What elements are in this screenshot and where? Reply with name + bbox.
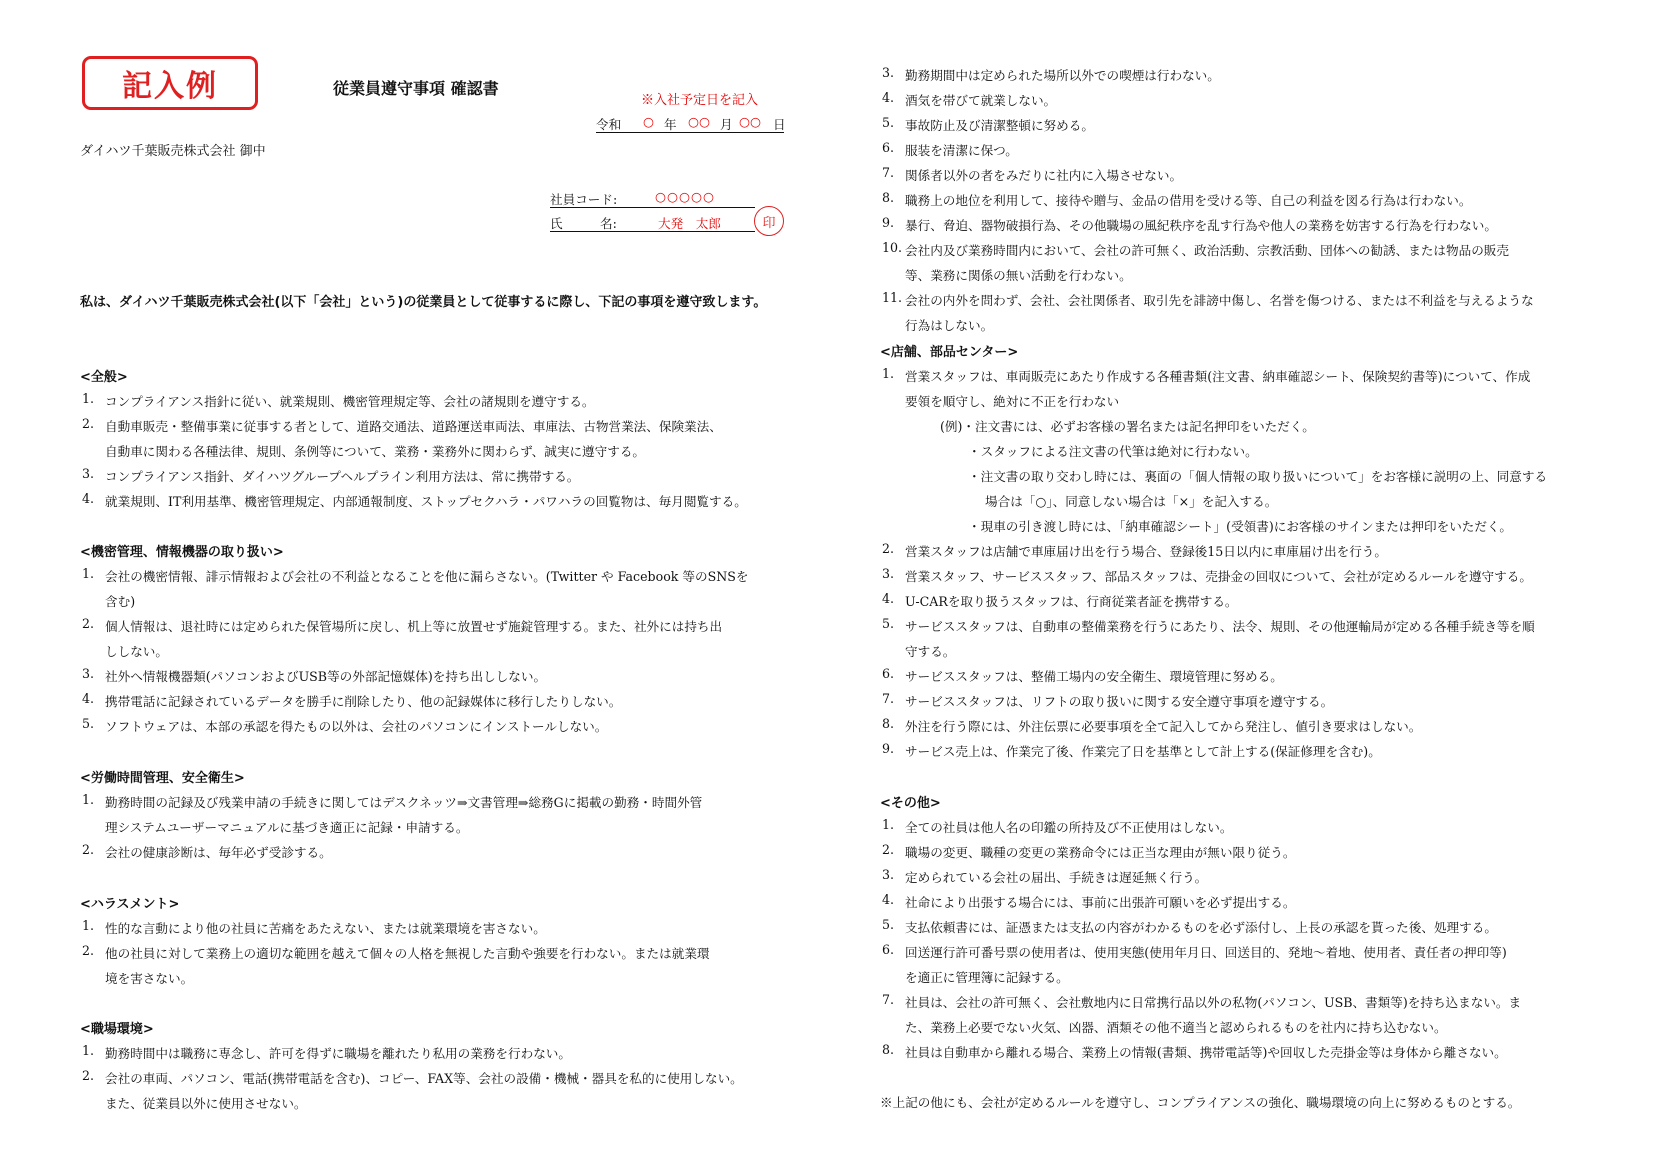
item-text: 個人情報は、退社時には定められた保管場所に戻し、机上等に放置せず施錠管理する。また、社外には持ち出	[105, 619, 723, 634]
item-text: 等、業務に関係の無い活動を行わない。	[905, 268, 1132, 283]
item-text: 会社の車両、パソコン、電話(携帯電話を含む)、コピー、FAX等、会社の設備・機械・器具を私的に使用しない。	[105, 1071, 743, 1086]
item-number: 1.	[882, 817, 895, 832]
seal-mark	[754, 206, 784, 236]
item-number: 9.	[882, 215, 895, 230]
section-heading: <ハラスメント>	[80, 897, 180, 912]
item-number: 3.	[882, 867, 895, 882]
item-text: 関係者以外の者をみだりに社内に入場させない。	[905, 168, 1183, 183]
item-number: 6.	[882, 140, 895, 155]
item-text: サービススタッフは、自動車の整備業務を行うにあたり、法令、規則、その他運輸局が定める各種手続き等を順	[905, 619, 1535, 634]
item-number: 6.	[882, 942, 895, 957]
example-text: (例)・注文書には、必ずお客様の署名または記名押印をいただく。	[940, 419, 1315, 434]
item-number: 1.	[82, 566, 95, 581]
item-text: た、業務上必要でない火気、凶器、酒類その他不適当と認められるものを社内に持ち込むない。	[905, 1020, 1447, 1035]
item-number: 1.	[882, 366, 895, 381]
item-text: 勤務期間中は定められた場所以外での喫煙は行わない。	[905, 68, 1220, 83]
item-text: U-CARを取り扱うスタッフは、行商従業者証を携帯する。	[905, 594, 1238, 609]
item-number: 6.	[882, 666, 895, 681]
example-text: ・現車の引き渡し時には、「納車確認シート」(受領書)にお客様のサインまたは押印をいただく。	[968, 519, 1512, 534]
item-number: 8.	[882, 716, 895, 731]
item-number: 8.	[882, 190, 895, 205]
employee-name-line	[550, 212, 755, 232]
item-text: 含む)	[105, 594, 136, 609]
section-heading: <機密管理、情報機器の取り扱い>	[80, 545, 284, 560]
item-text: 会社の健康診断は、毎年必ず受診する。	[105, 845, 332, 860]
item-text: 外注を行う際には、外注伝票に必要事項を全て記入してから発注し、値引き要求はしない。	[905, 719, 1422, 734]
date-day: ○○	[739, 114, 761, 129]
item-number: 2.	[82, 943, 95, 958]
item-number: 3.	[882, 65, 895, 80]
employee-name-label-1: 氏	[550, 216, 563, 231]
item-number: 1.	[82, 391, 95, 406]
item-text: 会社の機密情報、誹示情報および会社の不利益となることを他に漏らさない。(Twitter や Facebook 等のSNSを	[105, 569, 749, 584]
date-year-unit: 年	[664, 117, 677, 132]
document-title: 従業員遵守事項 確認書	[333, 79, 499, 98]
item-number: 2.	[82, 842, 95, 857]
item-text: 性的な言動により他の社員に苦痛をあたえない、または就業環境を害さない。	[105, 921, 546, 936]
item-text: 自動車に関わる各種法律、規則、条例等について、業務・業務外に関わらず、誠実に遵守する。	[105, 444, 646, 459]
item-number: 8.	[882, 1042, 895, 1057]
intro-statement: 私は、ダイハツ千葉販売株式会社(以下「会社」という)の従業員として従事するに際し、下記の事項を遵守致します。	[80, 295, 767, 310]
item-text: 営業スタッフ、サービススタッフ、部品スタッフは、売掛金の回収について、会社が定めるルールを遵守する。	[905, 569, 1532, 584]
item-number: 5.	[82, 716, 95, 731]
date-year: ○	[643, 114, 654, 129]
item-number: 7.	[882, 165, 895, 180]
item-number: 10.	[882, 240, 903, 255]
item-number: 2.	[882, 842, 895, 857]
item-text: 支払依頼書には、証憑または支払の内容がわかるものを必ず添付し、上長の承認を貰った後、処理する。	[905, 920, 1497, 935]
item-number: 7.	[882, 691, 895, 706]
item-number: 2.	[882, 541, 895, 556]
sample-stamp-text: 記入例	[122, 69, 218, 104]
item-number: 1.	[82, 918, 95, 933]
item-text: 職務上の地位を利用して、接待や贈与、金品の借用を受ける等、自己の利益を図る行為は行わない。	[905, 193, 1472, 208]
item-text: 回送運行許可番号票の使用者は、使用実態(使用年月日、回送目的、発地～着地、使用者、責任者の押印等)	[905, 945, 1507, 960]
item-number: 7.	[882, 992, 895, 1007]
item-text: サービス売上は、作業完了後、作業完了日を基準として計上する(保証修理を含む)。	[905, 744, 1381, 759]
item-text: 社命により出張する場合には、事前に出張許可願いを必ず提出する。	[905, 895, 1296, 910]
item-number: 2.	[82, 416, 95, 431]
item-text: 社員は、会社の許可無く、会社敷地内に日常携行品以外の私物(パソコン、USB、書類等)を持ち込まない。ま	[905, 995, 1522, 1010]
item-text: 会社の内外を問わず、会社、会社関係者、取引先を誹謗中傷し、名誉を傷つける、または不利益を与えるような	[905, 293, 1534, 308]
item-text: 行為はしない。	[905, 318, 994, 333]
section-heading: <店舗、部品センター>	[880, 345, 1019, 360]
item-text: 会社内及び業務時間内において、会社の許可無く、政治活動、宗教活動、団体への勧誘、または物品の販売	[905, 243, 1509, 258]
item-number: 2.	[82, 616, 95, 631]
date-note: ※入社予定日を記入	[641, 93, 759, 108]
item-text: 服装を清潔に保つ。	[905, 143, 1018, 158]
item-number: 11.	[882, 290, 903, 305]
item-text: 他の社員に対して業務上の適切な範囲を越えて個々の人格を無視した言動や強要を行わない。または就業環	[105, 946, 710, 961]
sample-stamp	[82, 56, 258, 110]
item-text: 定められている会社の届出、手続きは遅延無く行う。	[905, 870, 1208, 885]
date-day-unit: 日	[773, 117, 786, 132]
item-number: 3.	[82, 466, 95, 481]
item-text: コンプライアンス指針、ダイハツグループヘルプライン利用方法は、常に携帯する。	[105, 469, 580, 484]
date-era: 令和	[596, 117, 622, 132]
item-text: 携帯電話に記録されているデータを勝手に削除したり、他の記録媒体に移行したりしない。	[105, 694, 622, 709]
item-text: 社外へ情報機器類(パソコンおよびUSB等の外部記憶媒体)を持ち出ししない。	[105, 669, 547, 684]
section-heading: <労働時間管理、安全衛生>	[80, 771, 245, 786]
item-text: 境を害さない。	[105, 971, 194, 986]
section-heading: <職場環境>	[80, 1022, 154, 1037]
employee-code-line	[550, 188, 755, 208]
item-number: 5.	[882, 616, 895, 631]
item-text: 酒気を帯びて就業しない。	[905, 93, 1057, 108]
item-text: を適正に管理簿に記録する。	[905, 970, 1069, 985]
item-text: 理システムユーザーマニュアルに基づき適正に記録・申請する。	[105, 820, 469, 835]
date-month-unit: 月	[720, 117, 733, 132]
item-text: ソフトウェアは、本部の承認を得たもの以外は、会社のパソコンにインストールしない。	[105, 719, 608, 734]
employee-name-label-2: 名:	[600, 216, 617, 231]
item-text: 社員は自動車から離れる場合、業務上の情報(書類、携帯電話等)や回収した売掛金等は身体から離さない。	[905, 1045, 1507, 1060]
employee-code-value: ○○○○○	[655, 189, 715, 204]
item-text: 事故防止及び清潔整頓に努める。	[905, 118, 1094, 133]
item-number: 9.	[882, 741, 895, 756]
date-line	[596, 113, 784, 133]
item-text: 暴行、脅迫、器物破損行為、その他職場の風紀秩序を乱す行為や他人の業務を妨害する行為を行わない。	[905, 218, 1497, 233]
item-number: 3.	[82, 666, 95, 681]
item-number: 1.	[82, 1043, 95, 1058]
item-text: ししない。	[105, 644, 168, 659]
section-heading: <その他>	[880, 796, 941, 811]
item-text: コンプライアンス指針に従い、就業規則、機密管理規定等、会社の諸規則を遵守する。	[105, 394, 595, 409]
item-text: また、従業員以外に使用させない。	[105, 1096, 307, 1111]
item-text: 自動車販売・整備事業に従事する者として、道路交通法、道路運送車両法、車庫法、古物営業法、保険業法、	[105, 419, 722, 434]
item-text: 守する。	[905, 644, 956, 659]
item-text: 職場の変更、職種の変更の業務命令には正当な理由が無い限り従う。	[905, 845, 1296, 860]
section-heading: <全般>	[80, 370, 128, 385]
item-text: サービススタッフは、リフトの取り扱いに関する安全遵守事項を遵守する。	[905, 694, 1334, 709]
item-text: サービススタッフは、整備工場内の安全衛生、環境管理に努める。	[905, 669, 1283, 684]
example-text: 場合は「○」、同意しない場合は「×」を記入する。	[985, 494, 1278, 509]
item-text: 全ての社員は他人名の印鑑の所持及び不正使用はしない。	[905, 820, 1233, 835]
example-text: ・スタッフによる注文書の代筆は絶対に行わない。	[968, 444, 1258, 459]
item-text: 営業スタッフは店舗で車庫届け出を行う場合、登録後15日以内に車庫届け出を行う。	[905, 544, 1387, 559]
footer-note: ※上記の他にも、会社が定めるルールを遵守し、コンプライアンスの強化、職場環境の向上に努めるものとする。	[880, 1095, 1521, 1110]
item-number: 4.	[882, 90, 895, 105]
item-number: 4.	[82, 491, 95, 506]
item-number: 1.	[82, 792, 95, 807]
item-text: 営業スタッフは、車両販売にあたり作成する各種書類(注文書、納車確認シート、保険契約書等)について、作成	[905, 369, 1531, 384]
item-number: 5.	[882, 115, 895, 130]
item-number: 4.	[882, 591, 895, 606]
item-text: 勤務時間の記録及び残業申請の手続きに関してはデスクネッツ⇒文書管理⇒総務Gに掲載の勤務・時間外管	[105, 795, 703, 810]
seal-text: 印	[762, 215, 776, 231]
example-text: ・注文書の取り交わし時には、裏面の「個人情報の取り扱いについて」をお客様に説明の上、同意する	[968, 469, 1548, 484]
date-month: ○○	[688, 114, 710, 129]
item-number: 4.	[82, 691, 95, 706]
item-number: 2.	[82, 1068, 95, 1083]
item-number: 4.	[882, 892, 895, 907]
item-number: 3.	[882, 566, 895, 581]
employee-name-value: 大発 太郎	[658, 216, 721, 231]
item-number: 5.	[882, 917, 895, 932]
item-text: 勤務時間中は職務に専念し、許可を得ずに職場を離れたり私用の業務を行わない。	[105, 1046, 571, 1061]
item-text: 要領を順守し、絶対に不正を行わない	[905, 394, 1120, 409]
employee-code-label: 社員コード:	[550, 192, 618, 207]
recipient: ダイハツ千葉販売株式会社 御中	[80, 144, 266, 159]
item-text: 就業規則、IT利用基準、機密管理規定、内部通報制度、ストップセクハラ・パワハラの回覧物は、毎月閲覧する。	[105, 494, 747, 509]
